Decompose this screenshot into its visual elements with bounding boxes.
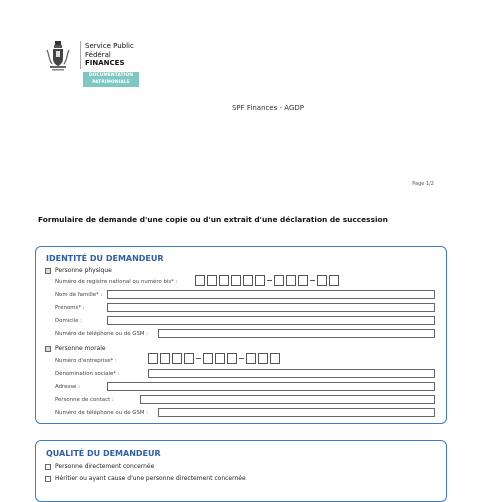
domicile-field[interactable] bbox=[107, 316, 435, 325]
enterprise-digit-box[interactable] bbox=[203, 353, 213, 364]
registry-separator bbox=[310, 280, 315, 281]
registry-digit-box[interactable] bbox=[274, 275, 284, 286]
family-name-field[interactable] bbox=[107, 290, 435, 299]
registry-digit-box[interactable] bbox=[286, 275, 296, 286]
badge-line-1: DOCUMENTATION bbox=[88, 73, 134, 78]
agency-name: SPF Finances - AGDP bbox=[231, 104, 305, 112]
physical-person-checkbox[interactable] bbox=[45, 268, 51, 274]
registry-digit-box[interactable] bbox=[207, 275, 217, 286]
registry-digit-box[interactable] bbox=[298, 275, 308, 286]
heir-label: Héritier ou ayant cause d'une personne directement concernée bbox=[55, 475, 246, 482]
contact-person-label: Personne de contact : bbox=[55, 397, 114, 403]
enterprise-number-label: Numéro d'entreprise* : bbox=[55, 358, 117, 364]
address-field[interactable] bbox=[107, 382, 435, 391]
contact-person-field[interactable] bbox=[140, 395, 435, 404]
company-name-label: Dénomination sociale* : bbox=[55, 371, 120, 377]
physical-phone-label: Numéro de téléphone ou de GSM : bbox=[55, 331, 149, 337]
physical-phone-field[interactable] bbox=[158, 329, 435, 338]
registry-digit-box[interactable] bbox=[329, 275, 339, 286]
address-label: Adresse : bbox=[55, 384, 80, 390]
org-line-2: Fédéral bbox=[85, 50, 111, 59]
registry-digit-box[interactable] bbox=[195, 275, 205, 286]
identity-section-title: IDENTITÉ DU DEMANDEUR bbox=[46, 254, 164, 263]
logo-divider bbox=[80, 41, 81, 69]
enterprise-digit-box[interactable] bbox=[258, 353, 268, 364]
enterprise-digit-box[interactable] bbox=[172, 353, 182, 364]
directly-concerned-label: Personne directement concernée bbox=[55, 463, 155, 470]
family-name-label: Nom de famille* : bbox=[55, 292, 103, 298]
company-name-field[interactable] bbox=[148, 369, 435, 378]
documentation-badge bbox=[83, 72, 139, 87]
registry-digit-box[interactable] bbox=[243, 275, 253, 286]
moral-person-label: Personne morale bbox=[55, 345, 106, 352]
enterprise-digit-box[interactable] bbox=[184, 353, 194, 364]
directly-concerned-checkbox[interactable] bbox=[45, 464, 51, 470]
enterprise-digit-box[interactable] bbox=[160, 353, 170, 364]
identity-section bbox=[35, 246, 447, 424]
enterprise-digit-box[interactable] bbox=[227, 353, 237, 364]
physical-person-label: Personne physique bbox=[55, 267, 112, 274]
org-name bbox=[85, 42, 134, 68]
registry-digit-box[interactable] bbox=[317, 275, 327, 286]
enterprise-digit-box[interactable] bbox=[148, 353, 158, 364]
org-line-1: Service Public bbox=[85, 42, 134, 50]
belgian-coat-of-arms-icon bbox=[45, 40, 71, 72]
registry-digit-box[interactable] bbox=[255, 275, 265, 286]
first-names-label: Prénoms* : bbox=[55, 305, 85, 311]
quality-section-title: QUALITÉ DU DEMANDEUR bbox=[46, 449, 161, 458]
moral-phone-field[interactable] bbox=[158, 408, 435, 417]
enterprise-separator bbox=[196, 358, 201, 359]
enterprise-digit-box[interactable] bbox=[215, 353, 225, 364]
registry-digit-box[interactable] bbox=[231, 275, 241, 286]
moral-phone-label: Numéro de téléphone ou de GSM : bbox=[55, 410, 149, 416]
first-names-field[interactable] bbox=[107, 303, 435, 312]
badge-line-2: PATRIMONIALE bbox=[92, 80, 130, 85]
quality-section bbox=[35, 440, 447, 502]
page-number: Page 1/2 bbox=[412, 181, 434, 187]
enterprise-digit-box[interactable] bbox=[270, 353, 280, 364]
domicile-label: Domicile : bbox=[55, 318, 83, 324]
enterprise-digit-box[interactable] bbox=[246, 353, 256, 364]
enterprise-separator bbox=[239, 358, 244, 359]
heir-checkbox[interactable] bbox=[45, 476, 51, 482]
registry-digit-box[interactable] bbox=[219, 275, 229, 286]
registry-number-label: Numéro de registre national ou numéro bis* : bbox=[55, 279, 178, 285]
form-title: Formulaire de demande d'une copie ou d'un extrait d'une déclaration de succession bbox=[38, 215, 388, 224]
org-line-3: FINANCES bbox=[85, 59, 125, 67]
moral-person-checkbox[interactable] bbox=[45, 346, 51, 352]
registry-separator bbox=[267, 280, 272, 281]
